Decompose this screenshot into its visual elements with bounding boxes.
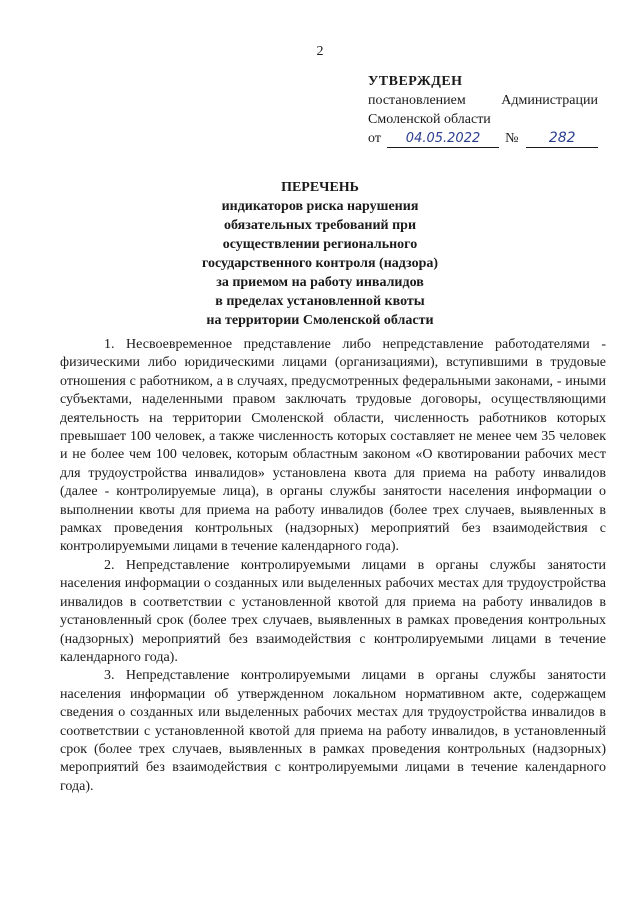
document-title (0, 178, 640, 330)
approval-date-line (368, 129, 598, 148)
date-prefix: от (368, 131, 381, 146)
approval-line-1-right: Администрации (501, 93, 598, 108)
list-item: 1. Несвоевременное представление либо непредставление работодателями - физическими либо юридическими лицами (организациями), вступившими в трудовые отношения с работником, а в случаях, предусмотренных федеральными законами, - иными субъектами, наделенными правом заключать трудовые договоры, осуществляющими деятельность на территории Смоленской области, численность работников которых превышает 100 человек, а также численность которых составляет не менее чем 35 человек и не более чем 100 человек, которым областным законом «О квотировании рабочих мест для трудоустройства инвалидов» установлена квота для приема на работу инвалидов (далее - контролируемые лица), в органы службы занятости населения информации о выполнении квоты для приема на работу инвалидов (более трех случаев, выявленных в рамках проведения контрольных (надзорных) мероприятий без взаимодействия с контролируемыми лицами в течение календарного года). (60, 337, 606, 555)
title-line: государственного контроля (надзора) (201, 256, 439, 271)
handwritten-number: 282 (526, 130, 598, 148)
title-line: обязательных требований при (223, 218, 417, 233)
approval-line-1-left: постановлением (368, 93, 466, 108)
approval-heading: УТВЕРЖДЕН (368, 74, 463, 89)
title-line: индикаторов риска нарушения (221, 199, 419, 214)
handwritten-date: 04.05.2022 (387, 130, 499, 148)
title-line: ПЕРЕЧЕНЬ (281, 180, 359, 195)
approval-line-1 (368, 91, 598, 110)
approval-stamp (368, 72, 598, 148)
title-line: в пределах установленной квоты (215, 294, 425, 309)
document-body (60, 336, 606, 796)
number-prefix: № (505, 131, 519, 146)
list-item: 3. Непредставление контролируемыми лицами в органы службы занятости населения информации об утвержденном локальном нормативном акте, содержащем сведения о созданных или выделенных рабочих местах для трудоустройства инвалидов в соответствии с установленной квотой для приема на работу инвалидов, в установленный срок (более трех случаев, выявленных в рамках проведения контрольных (надзорных) мероприятий без взаимодействия с контролируемыми лицами в течение календарного года). (60, 668, 606, 794)
title-line: за приемом на работу инвалидов (216, 275, 424, 290)
title-line: на территории Смоленской области (206, 313, 434, 328)
approval-line-2: Смоленской области (368, 112, 491, 127)
list-item: 2. Непредставление контролируемыми лицами в органы службы занятости населения информации о созданных или выделенных рабочих местах для трудоустройства инвалидов в соответствии с установленной квотой для приема на работу инвалидов в установленный срок (более трех случаев, выявленных в рамках проведения контрольных (надзорных) мероприятий без взаимодействия с контролируемыми лицами в течение календарного года). (60, 557, 606, 665)
title-line: осуществлении регионального (222, 237, 418, 252)
page-number: 2 (316, 44, 324, 59)
